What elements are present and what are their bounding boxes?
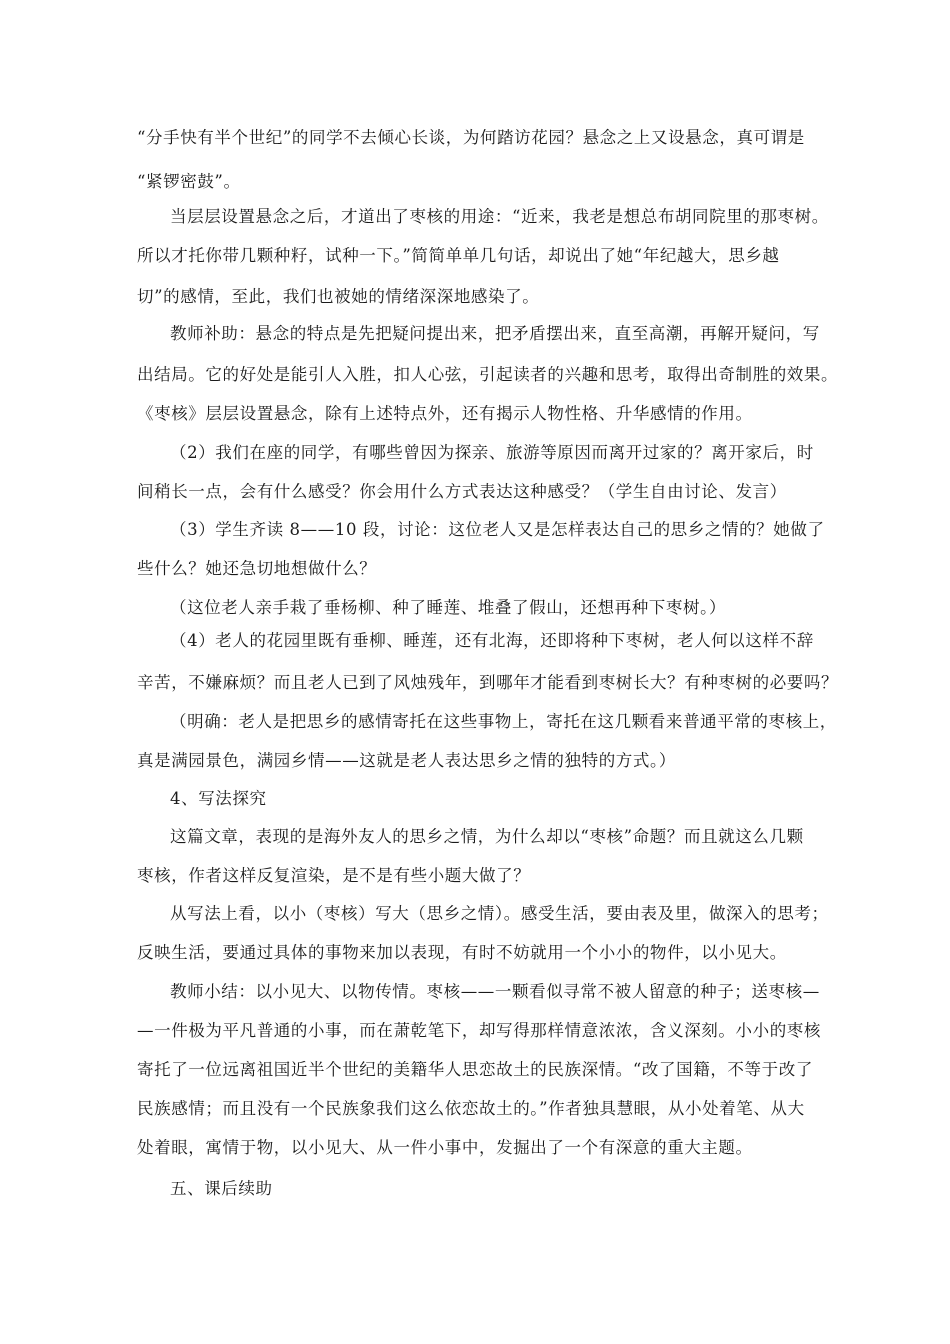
text-line: 教师小结：以小见大、以物传情。枣核——一颗看似寻常不被人留意的种子；送枣核— bbox=[170, 982, 820, 1001]
text-line: 些什么？她还急切地想做什么？ bbox=[137, 559, 377, 578]
text-line: 当层层设置悬念之后，才道出了枣核的用途：“近来，我老是想总布胡同院里的那枣树。 bbox=[170, 207, 829, 226]
text-line: 枣核，作者这样反复渲染，是不是有些小题大做了？ bbox=[137, 866, 531, 885]
section-heading: 五、课后续助 bbox=[170, 1179, 273, 1198]
text-line: 从写法上看，以小（枣核）写大（思乡之情）。感受生活，要由表及里，做深入的思考； bbox=[170, 904, 829, 923]
text-line: 这篇文章，表现的是海外友人的思乡之情，为什么却以“枣核”命题？而且就这么几颗 bbox=[170, 827, 804, 846]
text-line: （3）学生齐读 8——10 段，讨论：这位老人又是怎样表达自己的思乡之情的？她做了 bbox=[170, 520, 825, 539]
text-line: —一件极为平凡普通的小事，而在萧乾笔下，却写得那样情意浓浓，含义深刻。小小的枣核 bbox=[137, 1021, 821, 1040]
text-line: （2）我们在座的同学，有哪些曾因为探亲、旅游等原因而离开过家的？离开家后，时 bbox=[170, 443, 814, 462]
text-line: （明确：老人是把思乡的感情寄托在这些事物上，寄托在这几颗看来普通平常的枣核上， bbox=[170, 712, 837, 731]
text-line: “紧锣密鼓”。 bbox=[137, 172, 241, 191]
text-line: 反映生活，要通过具体的事物来加以表现，有时不妨就用一个小小的物件，以小见大。 bbox=[137, 943, 787, 962]
text-line: 处着眼，寓情于物，以小见大、从一件小事中，发掘出了一个有深意的重大主题。 bbox=[137, 1138, 753, 1157]
text-line: 出结局。它的好处是能引人入胜，扣人心弦，引起读者的兴趣和思考，取得出奇制胜的效果。 bbox=[137, 365, 839, 384]
text-line: “分手快有半个世纪”的同学不去倾心长谈，为何踏访花园？悬念之上又设悬念，真可谓是 bbox=[137, 128, 805, 147]
text-line: 切”的感情，至此，我们也被她的情绪深深地感染了。 bbox=[137, 287, 540, 306]
text-line: （4）老人的花园里既有垂柳、睡莲，还有北海，还即将种下枣树，老人何以这样不辞 bbox=[170, 631, 814, 650]
text-line: 民族感情；而且没有一个民族象我们这么依恋故土的。”作者独具慧眼，从小处着笔、从大 bbox=[137, 1099, 805, 1118]
text-line: 辛苦，不嫌麻烦？而且老人已到了风烛残年，到哪年才能看到枣树长大？有种枣树的必要吗？ bbox=[137, 673, 839, 692]
text-line: （这位老人亲手栽了垂杨柳、种了睡莲、堆叠了假山，还想再种下枣树。） bbox=[170, 598, 727, 617]
text-line: 间稍长一点，会有什么感受？你会用什么方式表达这种感受？（学生自由讨论、发言） bbox=[137, 482, 787, 501]
text-line: 教师补助：悬念的特点是先把疑问提出来，把矛盾摆出来，直至高潮，再解开疑问，写 bbox=[170, 324, 820, 343]
text-line: 寄托了一位远离祖国近半个世纪的美籍华人思恋故土的民族深情。“改了国籍，不等于改了 bbox=[137, 1060, 813, 1079]
text-line: 《枣核》层层设置悬念，除有上述特点外，还有揭示人物性格、升华感情的作用。 bbox=[137, 404, 753, 423]
text-line: 真是满园景色，满园乡情——这就是老人表达思乡之情的独特的方式。） bbox=[137, 751, 676, 770]
text-line: 所以才托你带几颗种籽，试种一下。”简简单单几句话，却说出了她“年纪越大，思乡越 bbox=[137, 246, 780, 265]
section-heading: 4、写法探究 bbox=[170, 789, 267, 808]
